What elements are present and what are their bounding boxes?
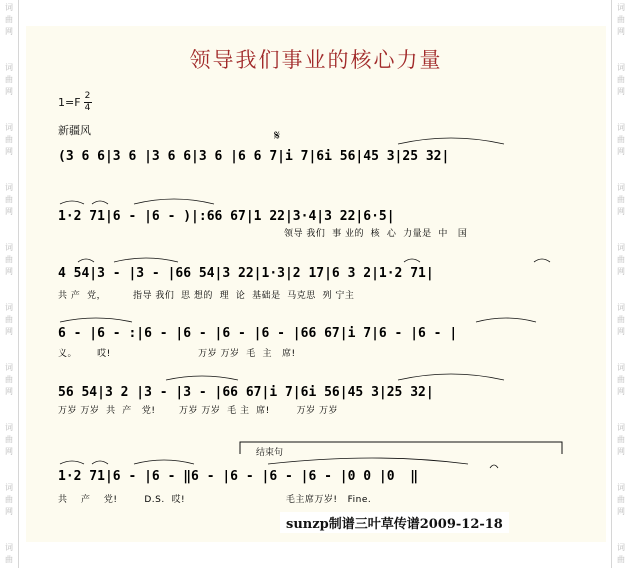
watermark-char: 词 bbox=[617, 303, 625, 312]
watermark-char: 网 bbox=[617, 507, 625, 516]
watermark-char: 网 bbox=[5, 327, 13, 336]
ending-label: 结束句 bbox=[256, 448, 284, 458]
transcriber-signature: sunzp制谱三叶草传谱2009-12-18 bbox=[280, 512, 509, 533]
ending-bracket bbox=[240, 442, 562, 454]
watermark-char: 词 bbox=[617, 543, 625, 552]
watermark-char: 曲 bbox=[5, 495, 13, 504]
watermark-char: 曲 bbox=[617, 495, 625, 504]
watermark-char: 词 bbox=[617, 183, 625, 192]
right-watermark-strip bbox=[611, 0, 630, 568]
tempo-marking: 新疆风 bbox=[58, 124, 91, 137]
watermark-char: 曲 bbox=[617, 15, 625, 24]
notation-line-2: 1·2 71|6 - |6 - )|:66 67|1 22|3·4|3 22|6·5| bbox=[58, 209, 395, 224]
watermark-char: 曲 bbox=[617, 75, 625, 84]
lyric-line-5: 万岁 万岁 共 产 党! 万岁 万岁 毛 主 席! 万岁 万岁 bbox=[58, 406, 339, 416]
watermark-char: 网 bbox=[617, 327, 625, 336]
watermark-char: 曲 bbox=[5, 15, 13, 24]
watermark-char: 曲 bbox=[5, 255, 13, 264]
watermark-char: 词 bbox=[5, 123, 13, 132]
score-sheet bbox=[26, 26, 606, 542]
watermark-char: 词 bbox=[5, 183, 13, 192]
watermark-char: 词 bbox=[617, 3, 625, 12]
notation-line-3: 4 54|3 - |3 - |66 54|3 22|1·3|2 17|6 3 2|1·2 71| bbox=[58, 266, 434, 281]
watermark-char: 曲 bbox=[617, 375, 625, 384]
watermark-char: 曲 bbox=[617, 195, 625, 204]
notation-line-6: 1·2 71|6 - |6 - ‖6 - |6 - |6 - |6 - |0 0 |0 ‖ bbox=[58, 469, 419, 484]
lyric-line-4: 义。 哎! 万岁 万岁 毛 主 席! bbox=[58, 349, 296, 359]
watermark-char: 词 bbox=[617, 63, 625, 72]
watermark-char: 词 bbox=[5, 3, 13, 12]
notation-line-4: 6 - |6 - :|6 - |6 - |6 - |6 - |66 67|i 7|6 - |6 - | bbox=[58, 326, 458, 341]
watermark-char: 曲 bbox=[5, 375, 13, 384]
watermark-char: 曲 bbox=[617, 435, 625, 444]
watermark-char: 网 bbox=[617, 207, 625, 216]
watermark-char: 曲 bbox=[5, 75, 13, 84]
watermark-char: 词 bbox=[5, 363, 13, 372]
watermark-char: 网 bbox=[5, 507, 13, 516]
watermark-char: 曲 bbox=[5, 555, 13, 564]
watermark-char: 曲 bbox=[5, 435, 13, 444]
watermark-char: 网 bbox=[5, 267, 13, 276]
watermark-char: 词 bbox=[617, 423, 625, 432]
segno-sign: 𝄋 bbox=[274, 128, 281, 144]
watermark-char: 网 bbox=[5, 387, 13, 396]
lyric-line-3: 共 产 党， 指导 我们 思 想的 理 论 基础是 马克思 列 宁主 bbox=[58, 291, 355, 301]
lyric-line-6: 共 产 党! D.S. 哎! 毛主席万岁! Fine. bbox=[58, 495, 372, 505]
watermark-char: 曲 bbox=[5, 135, 13, 144]
watermark-char: 网 bbox=[617, 447, 625, 456]
watermark-char: 词 bbox=[617, 483, 625, 492]
watermark-char: 网 bbox=[617, 267, 625, 276]
watermark-char: 网 bbox=[5, 87, 13, 96]
lyric-line-2: 领导 我们 事 业的 核 心 力量是 中 国 bbox=[284, 229, 468, 239]
watermark-char: 曲 bbox=[617, 555, 625, 564]
meter-top: 2 bbox=[84, 91, 91, 101]
meter-bottom: 4 bbox=[84, 103, 91, 113]
watermark-char: 网 bbox=[5, 447, 13, 456]
watermark-char: 网 bbox=[5, 207, 13, 216]
watermark-char: 词 bbox=[617, 363, 625, 372]
key-label: 1=F bbox=[58, 96, 81, 109]
watermark-char: 网 bbox=[5, 27, 13, 36]
watermark-char: 曲 bbox=[617, 315, 625, 324]
left-watermark-strip bbox=[0, 0, 19, 568]
watermark-char: 网 bbox=[5, 147, 13, 156]
watermark-char: 曲 bbox=[617, 135, 625, 144]
slur-marks bbox=[60, 138, 550, 468]
watermark-char: 网 bbox=[617, 87, 625, 96]
watermark-char: 词 bbox=[5, 423, 13, 432]
watermark-char: 词 bbox=[617, 123, 625, 132]
watermark-char: 词 bbox=[5, 303, 13, 312]
song-title: 领导我们事业的核心力量 bbox=[189, 48, 443, 72]
watermark-char: 词 bbox=[5, 543, 13, 552]
watermark-char: 词 bbox=[5, 63, 13, 72]
notation-line-1: (3 6 6|3 6 |3 6 6|3 6 |6 6 7|i 7|6i 56|45 3|25 32| bbox=[58, 149, 450, 164]
watermark-char: 词 bbox=[5, 483, 13, 492]
watermark-char: 曲 bbox=[5, 315, 13, 324]
watermark-char: 网 bbox=[617, 387, 625, 396]
notation-line-5: 56 54|3 2 |3 - |3 - |66 67|i 7|6i 56|45 3|25 32| bbox=[58, 385, 434, 400]
watermark-char: 词 bbox=[5, 243, 13, 252]
watermark-char: 词 bbox=[617, 243, 625, 252]
notation-area bbox=[26, 26, 606, 542]
watermark-char: 网 bbox=[617, 147, 625, 156]
watermark-char: 网 bbox=[617, 27, 625, 36]
watermark-char: 曲 bbox=[617, 255, 625, 264]
watermark-char: 曲 bbox=[5, 195, 13, 204]
